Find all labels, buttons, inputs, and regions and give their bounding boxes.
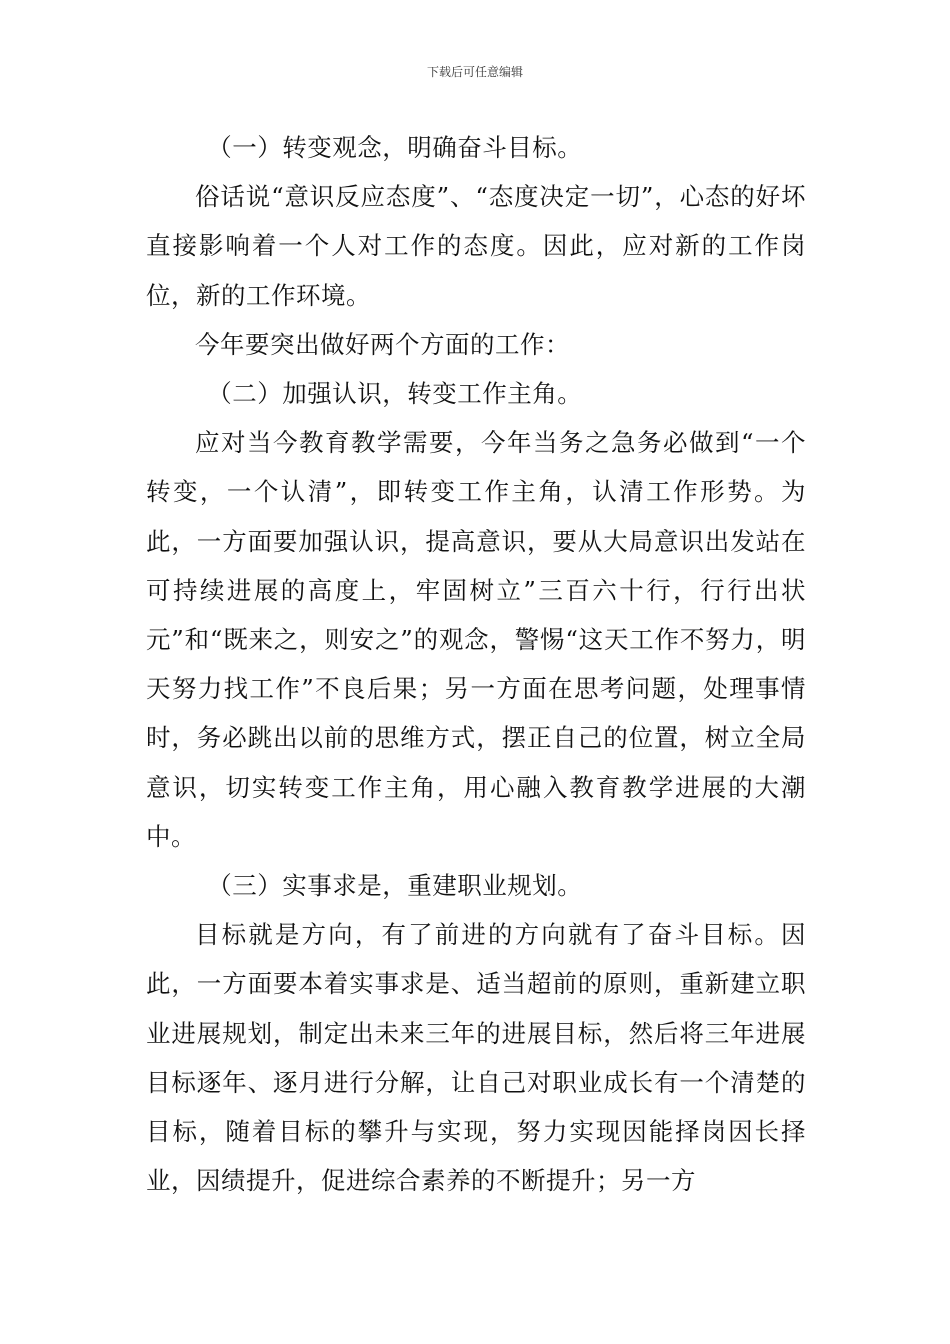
paragraph-career-plan: 目标就是方向，有了前进的方向就有了奋斗目标。因此，一方面要本着实事求是、适当超前的原则，重新建立职业进展规划，制定出未来三年的进展目标，然后将三年进展目标逐年、逐月进行分解，让自己对职业成长有一个清楚的目标，随着目标的攀升与实现，努力实现因能择岗因长择业，因绩提升，促进综合素养的不断提升；另一方 (146, 920, 806, 1196)
document-body (146, 123, 806, 1205)
paragraph-two-aspects: 今年要突出做好两个方面的工作： (195, 329, 570, 359)
page-header: 下载后可任意编辑 (426, 65, 523, 79)
paragraph-role-change: 应对当今教育教学需要，今年当务之急务必做到“一个转变，一个认清”，即转变工作主角，认清工作形势。为此，一方面要加强认识，提高意识，要从大局意识出发站在可持续进展的高度上，牢固树立”三百六十行，行行出状元”和“既来之，则安之”的观念，警惕“这天工作不努力，明天努力找工作”不良后果；另一方面在思考问题，处理事情时，务必跳出以前的思维方式，摆正自己的位置，树立全局意识，切实转变工作主角，用心融入教育教学进展的大潮中。 (146, 428, 806, 851)
paragraph-attitude: 俗话说“意识反应态度”、“态度决定一切”，心态的好坏直接影响着一个人对工作的态度。因此，应对新的工作岗位，新的工作环境。 (146, 182, 806, 310)
section-heading-1: （一）转变观念，明确奋斗目标。 (207, 133, 583, 162)
section-heading-2: （二）加强认识，转变工作主角。 (207, 379, 583, 409)
section-heading-3: （三）实事求是，重建职业规划。 (207, 871, 583, 901)
